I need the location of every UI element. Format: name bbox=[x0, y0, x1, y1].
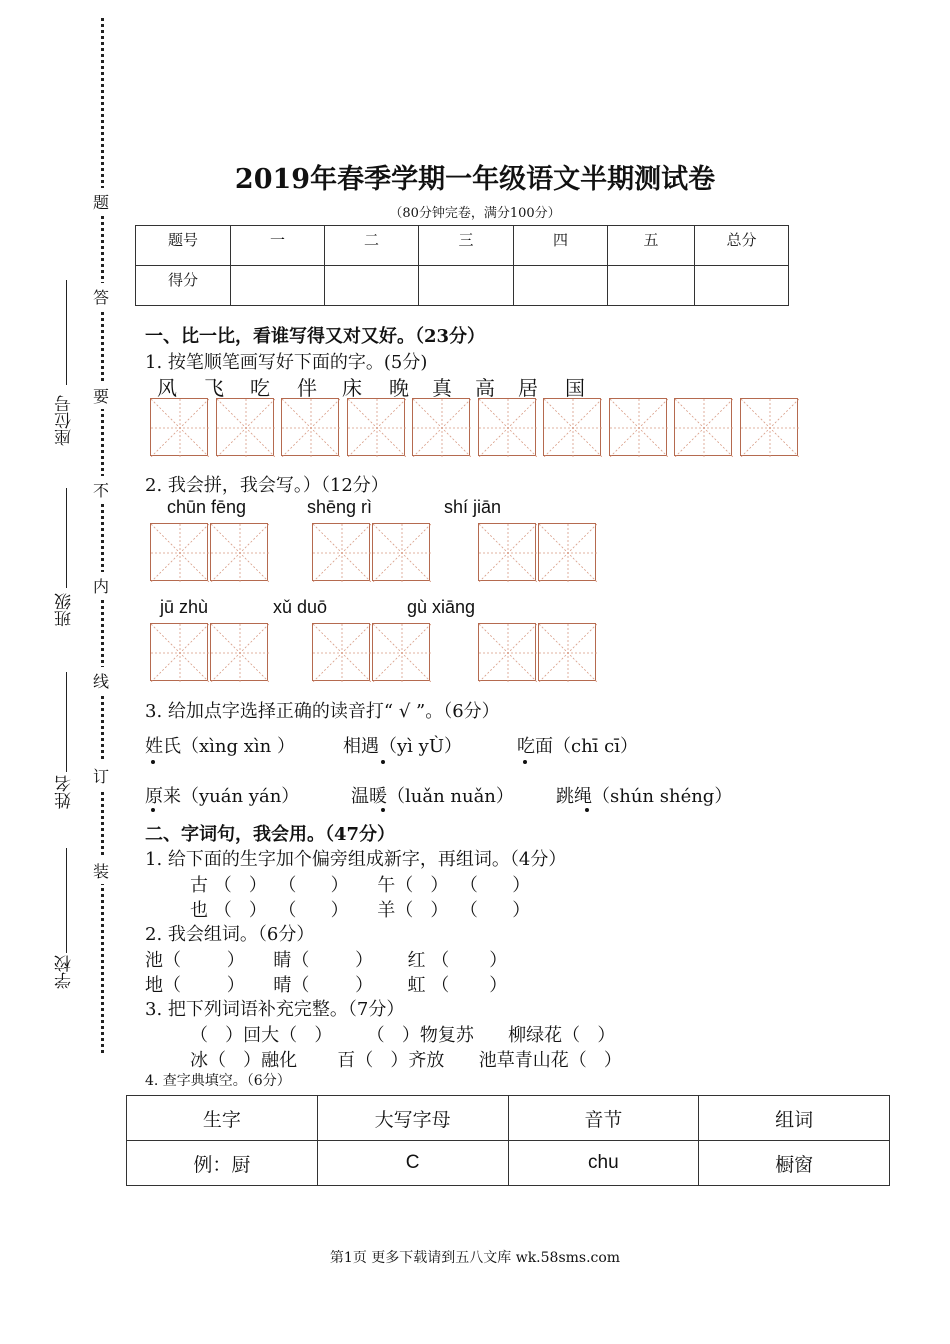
emphasis-dot bbox=[381, 760, 385, 764]
writing-grid-box[interactable] bbox=[216, 398, 274, 456]
writing-grid-box[interactable] bbox=[478, 623, 536, 681]
writing-grid-box[interactable] bbox=[543, 398, 601, 456]
pinyin: chūn fēng bbox=[167, 497, 247, 517]
writing-grid-box[interactable] bbox=[347, 398, 405, 456]
s2-q3-prompt: 3. 把下列词语补充完整。（7分） bbox=[145, 999, 405, 1020]
pronunciation-item[interactable]: 吃面（chī cī） bbox=[517, 736, 638, 757]
stroke-order-char: 居 bbox=[518, 376, 538, 400]
emphasis-dot bbox=[151, 808, 155, 812]
writing-grid-box[interactable] bbox=[538, 523, 596, 581]
pinyin: shí jiān bbox=[444, 497, 502, 517]
school-blank[interactable] bbox=[66, 848, 67, 953]
binding-char: 订 bbox=[93, 762, 109, 789]
score-cell[interactable] bbox=[514, 266, 608, 306]
dict-cell: chu bbox=[508, 1141, 699, 1186]
s2-q1-row[interactable]: 古 （ ） （ ） 午（ ） （ ） bbox=[190, 875, 531, 896]
name-blank[interactable] bbox=[66, 672, 67, 772]
dict-header: 生字 bbox=[127, 1096, 318, 1141]
pinyin: gù xiāng bbox=[407, 597, 476, 617]
writing-grid-box[interactable] bbox=[674, 398, 732, 456]
pinyin: jū zhù bbox=[160, 597, 209, 617]
s2-q3-row[interactable]: （ ）回大（ ） （ ）物复苏 柳绿花（ ） bbox=[190, 1025, 616, 1046]
writing-grid-box[interactable] bbox=[478, 398, 536, 456]
binding-char: 要 bbox=[93, 382, 109, 409]
writing-grid-box[interactable] bbox=[312, 523, 370, 581]
s1-q3-prompt: 3. 给加点字选择正确的读音打“ √ ”。（6分） bbox=[145, 701, 500, 722]
writing-grid-box[interactable] bbox=[372, 523, 430, 581]
score-header: 一 bbox=[231, 226, 325, 266]
dict-header: 组词 bbox=[699, 1096, 890, 1141]
score-header: 题号 bbox=[136, 226, 231, 266]
writing-grid-box[interactable] bbox=[281, 398, 339, 456]
writing-grid-box[interactable] bbox=[210, 623, 268, 681]
binding-char: 内 bbox=[93, 572, 109, 599]
emphasis-dot bbox=[523, 760, 527, 764]
pronunciation-item[interactable]: 姓氏（xìng xìn ） bbox=[145, 736, 295, 757]
emphasis-dot bbox=[381, 808, 385, 812]
class-blank[interactable] bbox=[66, 488, 67, 588]
binding-char: 答 bbox=[93, 283, 109, 310]
writing-grid-box[interactable] bbox=[150, 398, 208, 456]
writing-grid-box[interactable] bbox=[150, 523, 208, 581]
s2-q1-prompt: 1. 给下面的生字加个偏旁组成新字，再组词。（4分） bbox=[145, 849, 567, 870]
page-footer: 第1页 更多下载请到五八文库 wk.58sms.com bbox=[329, 1250, 621, 1266]
score-cell[interactable] bbox=[695, 266, 789, 306]
score-header: 五 bbox=[608, 226, 695, 266]
dictionary-table bbox=[126, 1095, 890, 1186]
binding-char: 线 bbox=[93, 667, 109, 694]
writing-grid-box[interactable] bbox=[609, 398, 667, 456]
page-title: 2019年春季学期一年级语文半期测试卷 bbox=[234, 164, 716, 195]
binding-char: 不 bbox=[93, 476, 109, 503]
writing-grid-box[interactable] bbox=[538, 623, 596, 681]
name-label: 姓名 bbox=[55, 775, 75, 809]
writing-grid-box[interactable] bbox=[210, 523, 268, 581]
score-header: 三 bbox=[419, 226, 514, 266]
stroke-order-char: 伴 bbox=[297, 376, 317, 400]
s1-q2-prompt: 2. 我会拼，我会写。）（12分） bbox=[145, 475, 389, 496]
score-row-label: 得分 bbox=[136, 266, 231, 306]
score-cell[interactable] bbox=[325, 266, 419, 306]
stroke-order-char: 飞 bbox=[204, 376, 224, 400]
emphasis-dot bbox=[585, 808, 589, 812]
stroke-order-char: 晚 bbox=[389, 376, 409, 400]
pronunciation-item[interactable]: 原来（yuán yán） bbox=[145, 786, 300, 807]
stroke-order-char: 吃 bbox=[250, 376, 270, 400]
dict-header: 大写字母 bbox=[317, 1096, 508, 1141]
score-cell[interactable] bbox=[608, 266, 695, 306]
dict-header: 音节 bbox=[508, 1096, 699, 1141]
school-label: 学校 bbox=[55, 955, 75, 989]
stroke-order-char: 国 bbox=[565, 376, 585, 400]
s2-q2-prompt: 2. 我会组词。（6分） bbox=[145, 924, 315, 945]
section2-heading: 二、字词句，我会用。（47分） bbox=[145, 824, 396, 845]
writing-grid-box[interactable] bbox=[412, 398, 470, 456]
s2-q2-row[interactable]: 地（ ） 晴（ ） 虹 （ ） bbox=[145, 975, 508, 996]
s1-q1-prompt: 1. 按笔顺笔画写好下面的字。(5分) bbox=[145, 352, 428, 373]
dict-cell: C bbox=[317, 1141, 508, 1186]
binding-char: 题 bbox=[93, 188, 109, 215]
stroke-order-char: 高 bbox=[475, 376, 495, 400]
s2-q2-row[interactable]: 池（ ） 睛（ ） 红 （ ） bbox=[145, 950, 508, 971]
s2-q1-row[interactable]: 也 （ ） （ ） 羊（ ） （ ） bbox=[190, 900, 531, 921]
dict-cell: 橱窗 bbox=[699, 1141, 890, 1186]
binding-char: 装 bbox=[93, 857, 109, 884]
pinyin: xǔ duō bbox=[273, 597, 328, 617]
seat-number-blank[interactable] bbox=[66, 280, 67, 385]
page-subtitle: （80分钟完卷，满分100分） bbox=[389, 206, 561, 221]
writing-grid-box[interactable] bbox=[150, 623, 208, 681]
section1-heading: 一、比一比，看谁写得又对又好。（23分） bbox=[145, 326, 486, 347]
score-cell[interactable] bbox=[231, 266, 325, 306]
stroke-order-char: 风 bbox=[157, 376, 177, 400]
score-table bbox=[135, 225, 789, 306]
pronunciation-item[interactable]: 相遇（yì yÙ） bbox=[343, 736, 462, 757]
class-label: 班级 bbox=[55, 593, 75, 627]
emphasis-dot bbox=[151, 760, 155, 764]
stroke-order-char: 真 bbox=[432, 376, 452, 400]
writing-grid-box[interactable] bbox=[478, 523, 536, 581]
pinyin: shēng rì bbox=[307, 497, 373, 517]
dict-cell: 例：厨 bbox=[127, 1141, 318, 1186]
writing-grid-box[interactable] bbox=[740, 398, 798, 456]
score-header: 二 bbox=[325, 226, 419, 266]
writing-grid-box[interactable] bbox=[372, 623, 430, 681]
writing-grid-box[interactable] bbox=[312, 623, 370, 681]
stroke-order-char: 床 bbox=[342, 376, 362, 400]
score-header: 四 bbox=[514, 226, 608, 266]
pronunciation-item[interactable]: 温暖（luǎn nuǎn） bbox=[351, 786, 514, 807]
seat-number-label: 座位号 bbox=[55, 395, 75, 446]
s2-q4-prompt: 4. 查字典填空。（6分） bbox=[145, 1073, 291, 1089]
s2-q3-row[interactable]: 冰（ ）融化 百（ ）齐放 池草青山花（ ） bbox=[190, 1050, 622, 1071]
pronunciation-item[interactable]: 跳绳（shún shéng） bbox=[556, 786, 733, 807]
score-cell[interactable] bbox=[419, 266, 514, 306]
score-header: 总分 bbox=[695, 226, 789, 266]
